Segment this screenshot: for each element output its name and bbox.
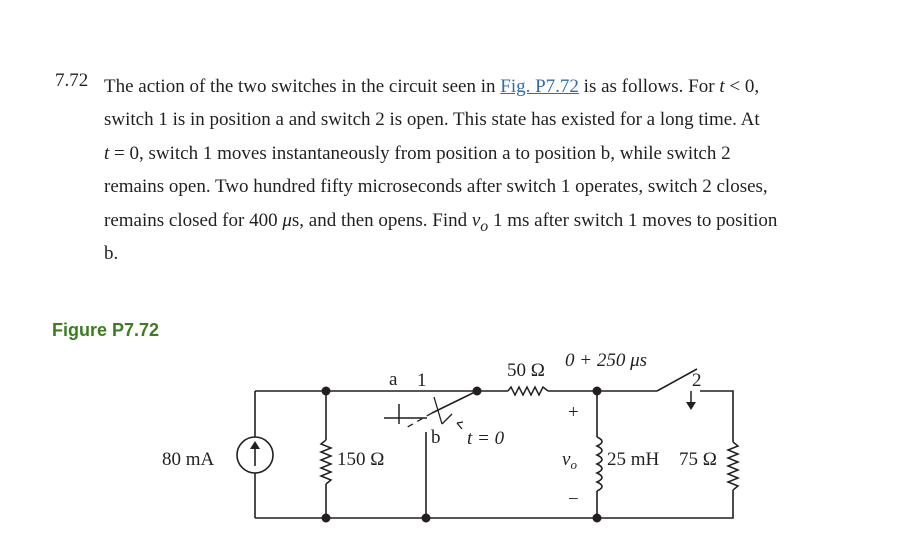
node [593, 387, 602, 396]
position-b-label: b [431, 427, 441, 448]
text-segment: s, and then opens. Find [291, 209, 472, 231]
resistor-150-icon [321, 440, 331, 484]
math-mu: μ [282, 209, 292, 231]
node [322, 514, 331, 523]
switch1-tick [434, 397, 442, 424]
r150-label: 150 Ω [337, 449, 385, 470]
inductor-label: 25 mH [607, 449, 660, 470]
r75-label: 75 Ω [679, 449, 717, 470]
node [422, 514, 431, 523]
switch1-travel-path [404, 413, 432, 429]
switch2-label: 2 [692, 370, 702, 391]
top-wire-switch2-out [700, 391, 733, 442]
node [593, 514, 602, 523]
resistor-50-icon [508, 387, 548, 395]
vo-sub: o [570, 457, 577, 472]
switch1-tick-2 [442, 414, 452, 424]
text-segment: = 0, switch 1 moves instantaneously from position a to position b, while switch 2 [109, 142, 731, 164]
text-segment: is as follows. For [578, 76, 720, 97]
math-variable-t: t [719, 76, 725, 97]
problem-line-6: b. [104, 242, 119, 264]
current-source [237, 437, 273, 473]
switch1-blade [432, 391, 477, 413]
switch2-arrow-icon [686, 402, 696, 410]
switch1-arrow-icon [457, 422, 463, 429]
text-segment: < 0, [724, 76, 760, 97]
switch-2 [657, 369, 697, 410]
source-label: 80 mA [162, 449, 215, 470]
switch2-timing-label: 0 + 250 μs [565, 350, 648, 371]
vo-minus-label: − [568, 489, 579, 510]
switch1-label: 1 [417, 370, 427, 391]
node [322, 387, 331, 396]
problem-line-4: remains open. Two hundred fifty microseconds after switch 1 operates, switch 2 closes, [104, 176, 768, 198]
vo-label [562, 449, 577, 472]
inductor-icon [597, 437, 602, 491]
problem-number: 7.72 [55, 70, 89, 91]
math-variable-v: v [471, 209, 481, 231]
text-segment: remains closed for 400 [104, 209, 283, 231]
r50-label: 50 Ω [507, 360, 545, 381]
switch1-time-label: t = 0 [467, 428, 505, 449]
node [473, 387, 482, 396]
figure-link[interactable]: Fig. P7.72 [500, 76, 579, 97]
text-segment: The action of the two switches in the circuit seen in [104, 76, 501, 97]
vo-v: v [562, 449, 571, 470]
figure-label: Figure P7.72 [52, 320, 160, 340]
problem-line-2: switch 1 is in position a and switch 2 is open. This state has existed for a long time. At [104, 109, 760, 131]
switch-1 [384, 391, 477, 429]
text-segment: 1 ms after switch 1 moves to position [488, 209, 778, 231]
resistor-75-icon [728, 442, 738, 490]
switch2-blade [657, 369, 697, 391]
math-variable-t: t [104, 142, 110, 164]
position-a-label: a [389, 369, 398, 390]
math-subscript-o: o [480, 217, 489, 235]
vo-plus-label: + [568, 402, 579, 423]
